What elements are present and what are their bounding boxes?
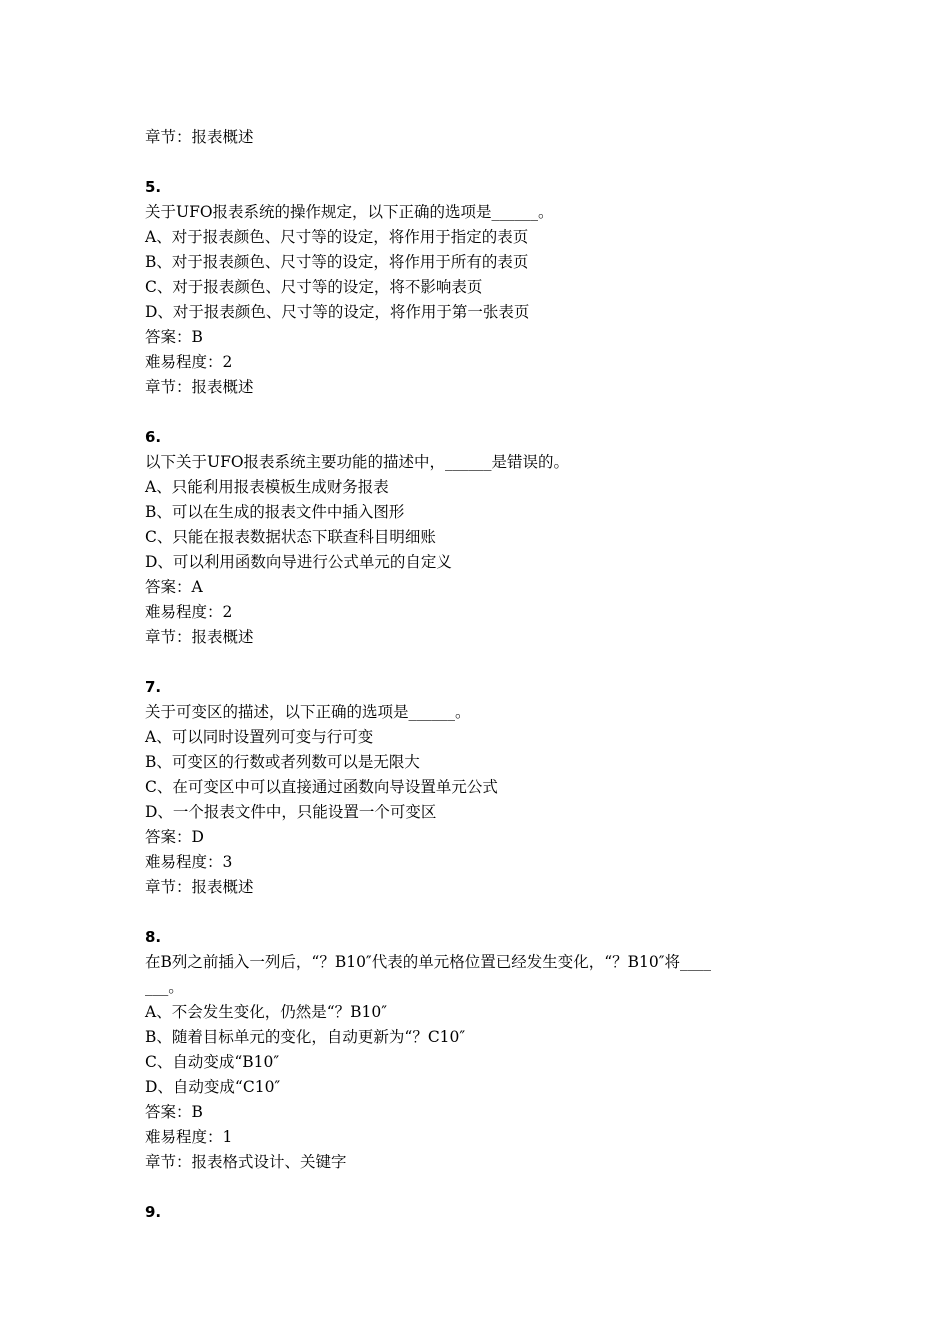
difficulty-line: 难易程度：2 (145, 603, 233, 621)
answer-line: 答案：B (145, 328, 203, 346)
option-b: B、对于报表颜色、尺寸等的设定，将作用于所有的表页 (145, 253, 529, 271)
answer-line: 答案：B (145, 1103, 203, 1121)
question-number: 6. (145, 428, 162, 446)
spacer (145, 650, 825, 675)
question-number: 8. (145, 928, 162, 946)
spacer (145, 1175, 825, 1200)
question-number: 7. (145, 678, 162, 696)
question-stem: 关于UFO报表系统的操作规定，以下正确的选项是______。 (145, 203, 554, 221)
question-7 (145, 675, 825, 900)
option-c: C、只能在报表数据状态下联查科目明细账 (145, 528, 436, 546)
chapter-line: 章节：报表概述 (145, 128, 254, 146)
spacer (145, 400, 825, 425)
option-a: A、不会发生变化，仍然是“？B10″ (145, 1003, 388, 1021)
option-b: B、可以在生成的报表文件中插入图形 (145, 503, 405, 521)
difficulty-line: 难易程度：2 (145, 353, 233, 371)
question-6 (145, 425, 825, 650)
answer-line: 答案：A (145, 578, 203, 596)
chapter-line: 章节：报表格式设计、关键字 (145, 1153, 347, 1171)
option-c: C、自动变成“B10″ (145, 1053, 280, 1071)
question-number: 5. (145, 178, 162, 196)
option-c: C、对于报表颜色、尺寸等的设定，将不影响表页 (145, 278, 483, 296)
difficulty-line: 难易程度：1 (145, 1128, 233, 1146)
chapter-line: 章节：报表概述 (145, 628, 254, 646)
question-number: 9. (145, 1203, 162, 1221)
spacer (145, 150, 825, 175)
option-b: B、可变区的行数或者列数可以是无限大 (145, 753, 420, 771)
option-c: C、在可变区中可以直接通过函数向导设置单元公式 (145, 778, 498, 796)
chapter-line: 章节：报表概述 (145, 878, 254, 896)
question-stem: 以下关于UFO报表系统主要功能的描述中，______是错误的。 (145, 453, 570, 471)
option-b: B、随着目标单元的变化，自动更新为“？C10″ (145, 1028, 466, 1046)
option-a: A、可以同时设置列可变与行可变 (145, 728, 374, 746)
question-stem-continued: ___。 (145, 978, 184, 996)
option-d: D、对于报表颜色、尺寸等的设定，将作用于第一张表页 (145, 303, 530, 321)
option-a: A、对于报表颜色、尺寸等的设定，将作用于指定的表页 (145, 228, 529, 246)
spacer (145, 900, 825, 925)
chapter-line: 章节：报表概述 (145, 378, 254, 396)
document-page (145, 125, 825, 1225)
option-d: D、一个报表文件中，只能设置一个可变区 (145, 803, 437, 821)
question-stem: 关于可变区的描述，以下正确的选项是______。 (145, 703, 471, 721)
option-d: D、自动变成“C10″ (145, 1078, 281, 1096)
option-a: A、只能利用报表模板生成财务报表 (145, 478, 389, 496)
question-stem: 在B列之前插入一列后，“？B10″代表的单元格位置已经发生变化，“？B10″将____ (145, 953, 712, 971)
difficulty-line: 难易程度：3 (145, 853, 233, 871)
question-5 (145, 175, 825, 400)
option-d: D、可以利用函数向导进行公式单元的自定义 (145, 553, 452, 571)
answer-line: 答案：D (145, 828, 204, 846)
question-8 (145, 925, 825, 1175)
